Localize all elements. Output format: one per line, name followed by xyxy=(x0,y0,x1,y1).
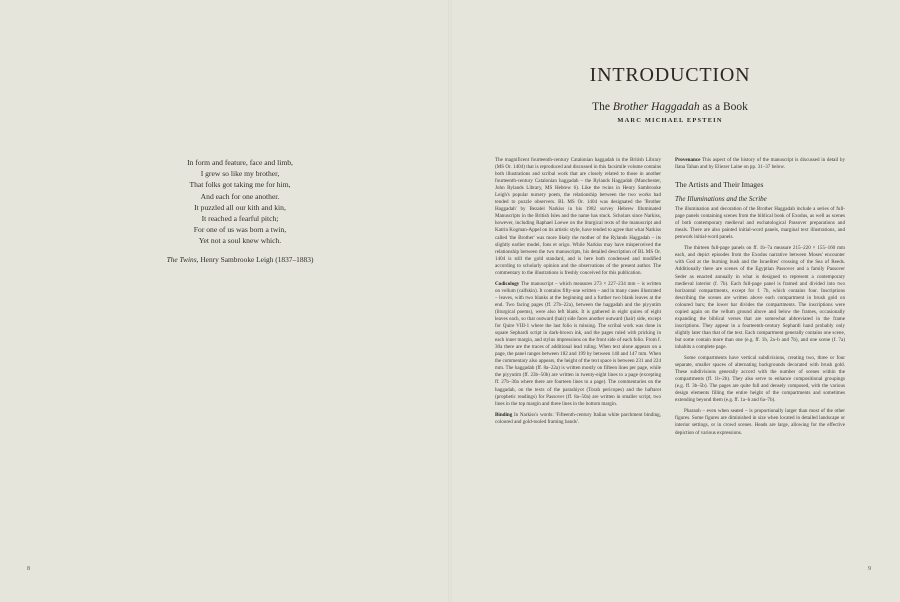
provenance-text: This aspect of the history of the manuscript is discussed in detail by Ilana Tahan and by Eliezer Laine on pp. 31–37 below. xyxy=(675,157,845,171)
binding-paragraph xyxy=(495,412,661,426)
chapter-subtitle xyxy=(570,101,770,114)
poem-line: I grew so like my brother, xyxy=(200,169,280,179)
subsection-heading: The Illuminations and the Scribe xyxy=(675,195,767,204)
chapter-title: INTRODUCTION xyxy=(589,64,751,86)
poem-line: It reached a fearful pitch; xyxy=(201,214,279,224)
poem-line: That folks got taking me for him, xyxy=(189,180,291,190)
page-number-right: 9 xyxy=(868,566,871,572)
intro-paragraph: The magnificent fourteenth-century Catalonian haggadah in the British Library (MS Or. 1404) that is reproduced and discussed in this facsimile volume contains both illustrations and scribal work that are closely related to those in another fourteenth-century Catalonian haggadah – the Rylands Haggadah (Manchester, John Rylands Library, MS Hebrew 6). Like the twins in Henry Sambrooke Leigh's popular nursery poem, the relationship between the two works had tended to puzzle observers. BL MS Or. 1404 was designated the 'Brother Haggadah' by Bezalel Narkiss in his 1982 survey Hebrew Illuminated Manuscripts in the British Isles and the name has stuck. Scholars since Narkiss, however, including Raphael Loewe on the liturgical texts of the manuscript and Katrin Kogman-Appel on its artistic style, have tended to agree that what Narkiss called 'the Brother' was more likely the mother of the Rylands Haggadah – its slightly earlier model, fons et origo. While Narkiss may have misperceived the relationship between the two manuscripts, his detailed description of BL MS Or. 1404 is still the gold standard, and is here both condensed and modified according to scholarly opinion and the observations of the present author. The commentary to the illustrations is freshly conceived for this publication. xyxy=(495,157,661,276)
citation-title: The Twins xyxy=(166,255,197,264)
poem-line: It puzzled all our kith and kin, xyxy=(194,202,286,212)
body-paragraph: The thirteen full-page panels on ff. 1b–7a measure 215–220 × 155–160 mm each, and depict episodes from the Exodus narrative between Moses' encounter with God at the burning bush and the Israelites' crossing of the Sea of Reeds. Additionally there are scenes of the Egyptian Passover and a family Passover Seder as enacted annually in what is designed to represent a contemporary medieval interior (f. 7b). Each full-page panel is framed and divided into two horizontal compartments, except for f. 7b, which contains four. Inscriptions describing the scenes are written above each compartment in brush gold on coloured bars; the lower bar divides the compartments. The inscriptions were copied again on the vellum ground above and below the frames, occasionally expanding the biblical verses that are somewhat abbreviated in the frame inscriptions. They appear in a fourteenth-century Sephardi hand probably only slightly later than that of the text. Each compartment generally contains one scene, but some contain more than one (e.g. ff. 1b, 2a–b and 7b), and one scene (f. 7a) inhabits a complete page. xyxy=(675,245,845,350)
section-heading: The Artists and Their Images xyxy=(675,180,764,190)
body-paragraph: Some compartments have vertical subdivisions, creating two, three or four separate, smaller spaces of alternating backgrounds decorated with brush gold. These subdivisions generally accord with the number of scenes within the compartments (ff. 1b–2b). They also serve to enhance compositional groupings (e.g. ff. 3b–5b). The pages are quite full and densely composed, with the various design elements filling the entire height of the compartments and sometimes extending beyond them (e.g. ff. 1a–b and 6a–7b). xyxy=(675,355,845,404)
subtitle-italic: Brother Haggadah xyxy=(612,101,700,113)
poem-line: And each for one another. xyxy=(200,191,280,201)
binding-label: Binding xyxy=(495,411,513,418)
codicology-text: The manuscript – which measures 273 × 227–234 mm – is written on vellum (calfskin). It contains fifty-one written – and in many cases illustrated – leaves, with two blanks at the beginning and a further two blank leaves at the end. Two facing pages (ff. 27b–22a), between the haggadah and the piyyutim (liturgical poems), were also left blank. It is gathered in eight quires of eight leaves each, so that outward (hair) side faces another outward (hair) side, except for Quire VIII-1 where the last folio is missing. The scribal work was done in square Sephardi script in dark-brown ink, and the pages ruled with pricking in each inner margin, and stylus impressions on the front side of each folio. From f. 30a there are the traces of additional lead ruling. When text alone appears on a page, the panel ranges between 182 and 199 by between 140 and 147 mm. When the commentary also appears, the height of the text space is between 231 and 224 mm. The haggadah (ff. 8a–22a) is written mostly on fifteen lines per page, while the piyyutim (ff. 23b–50b) are written in twenty-eight lines to a page (excepting ff. 27b–30a where there are fourteen lines to a page). The commentaries on the haggadah, on the texts of the parashiyot (Torah pericopes) and the haftarot (prophetic readings) for Passover (ff. 8a–50a) are written in smaller script, two lines in the top margin and three lines in the bottom margin. xyxy=(495,280,661,407)
codicology-paragraph xyxy=(495,281,661,408)
binding-text: In Narkiss's words: 'Fifteenth-century Italian white parchment binding, coloured and gold-tooled framing bands'. xyxy=(495,411,661,425)
body-paragraph: Pharaoh – even when seated – is proportionally larger than most of the other figures. Some figures are diminished in size when located in detailed landscape or interior settings, or in crowd scenes. Heads are large, allowing for the effective depiction of various expressions. xyxy=(675,408,845,436)
poem-line: Yet not a soul knew which. xyxy=(198,236,282,246)
epigraph-poem xyxy=(140,157,340,247)
subtitle-suffix: as a Book xyxy=(699,101,748,113)
provenance-paragraph xyxy=(675,157,845,171)
text-column-1 xyxy=(495,157,661,430)
citation-author: , Henry Sambrooke Leigh (1837–1883) xyxy=(196,255,314,264)
poem-line: For one of us was born a twin, xyxy=(193,225,287,235)
poem-line: In form and feature, face and limb, xyxy=(187,158,293,167)
chapter-heading xyxy=(570,64,770,124)
codicology-label: Codicology xyxy=(495,280,520,287)
body-paragraph: The illumination and decoration of the Brother Haggadah include a series of full-page panels containing scenes from the biblical book of Exodus, as well as scenes of both contemporary medieval and eschatological Passover preparations and meals. There are also painted initial-word panels, marginal text illustrations, and penwork initial-word panels. xyxy=(675,206,845,241)
author-name: MARC MICHAEL EPSTEIN xyxy=(617,117,723,124)
poem-citation xyxy=(140,255,340,264)
subtitle-prefix: The xyxy=(592,101,613,113)
text-column-2 xyxy=(675,157,845,441)
provenance-label: Provenance xyxy=(675,157,701,163)
page-number-left: 8 xyxy=(27,566,30,572)
